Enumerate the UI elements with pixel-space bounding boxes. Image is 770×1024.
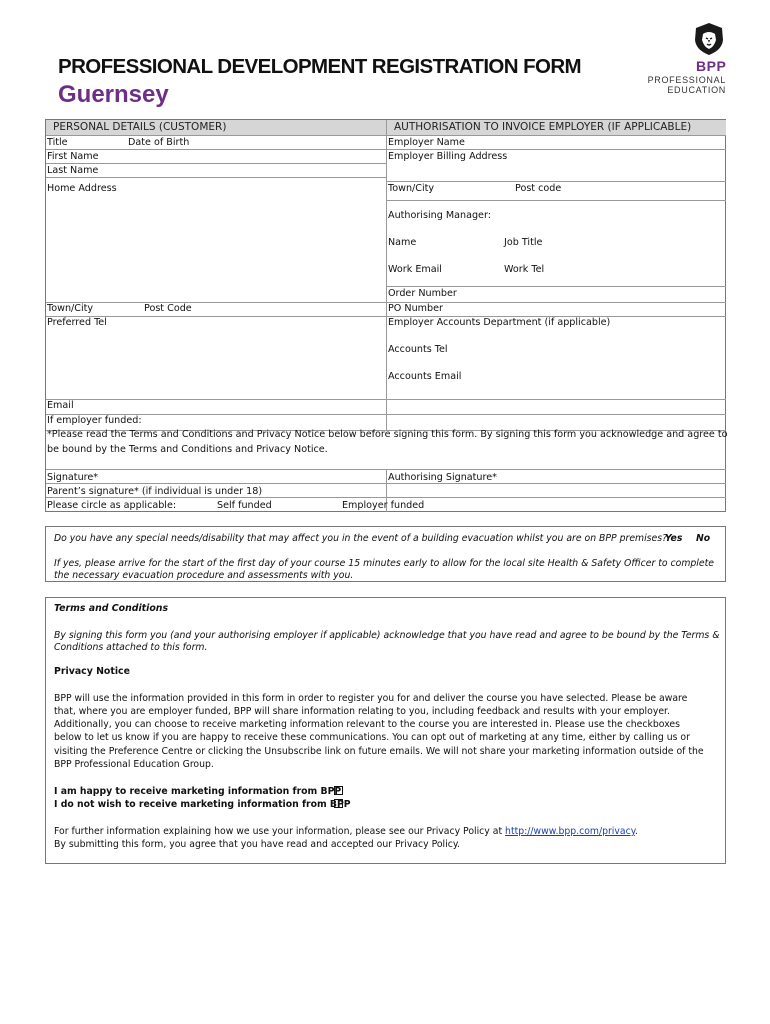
dob-label: Date of Birth	[128, 137, 190, 148]
row-line	[46, 302, 386, 303]
special-needs-line1: If yes, please arrive for the start of the first day of your course 15 minutes early to allow for the local site Health & Safety Officer to complete	[54, 558, 714, 569]
privacy-p4: below to let us know if you are happy to receive these communications. You can opt out of marketing at any time, either by calling us or	[54, 732, 690, 743]
personal-details-header: PERSONAL DETAILS (CUSTOMER)	[46, 120, 386, 135]
row-line	[46, 399, 726, 400]
town-label: Town/City	[47, 303, 94, 314]
last-name-label: Last Name	[47, 165, 99, 176]
preferred-tel-label: Preferred Tel	[47, 317, 107, 328]
terms-notice-line2: be bound by the Terms and Conditions and Privacy Notice.	[47, 444, 328, 455]
post-code-label: Post Code	[144, 303, 192, 314]
marketing-opt-in-checkbox[interactable]	[334, 786, 343, 795]
row-line	[46, 163, 386, 164]
marketing-opt-in-label: I am happy to receive marketing information from BPP	[54, 786, 342, 797]
self-funded-option[interactable]: Self funded	[217, 500, 272, 511]
circle-label: Please circle as applicable:	[47, 500, 177, 511]
privacy-p6: BPP Professional Education Group.	[54, 759, 214, 770]
employer-town-label: Town/City	[388, 183, 435, 194]
form-title: PROFESSIONAL DEVELOPMENT REGISTRATION FORM	[58, 55, 582, 78]
row-line	[46, 469, 726, 470]
row-line	[387, 149, 726, 150]
privacy-policy-link[interactable]: http://www.bpp.com/privacy	[505, 826, 635, 837]
marketing-opt-out-checkbox[interactable]	[334, 799, 343, 808]
privacy-p2: that, where you are employer funded, BPP will share information relating to you, including feedback and results with your employer.	[54, 706, 670, 717]
terms-line2: Conditions attached to this form.	[54, 642, 208, 653]
special-needs-box	[45, 526, 726, 582]
logo-text: BPP	[696, 58, 727, 74]
row-line	[46, 177, 386, 178]
authorising-manager-label: Authorising Manager:	[388, 210, 491, 221]
row-line	[387, 200, 726, 201]
further-info	[54, 826, 638, 838]
column-divider	[386, 120, 387, 431]
logo-sub-line1: PROFESSIONAL	[647, 75, 726, 85]
terms-line1: By signing this form you (and your authorising employer if applicable) acknowledge that you have read and agree to be bound by the Terms &	[54, 630, 720, 641]
order-number-label: Order Number	[388, 288, 457, 299]
marketing-opt-out-label: I do not wish to receive marketing information from BPP	[54, 799, 351, 810]
further-info-text: For further information explaining how we use your information, please see our Privacy Policy at	[54, 826, 506, 837]
employer-funded-option[interactable]: Employer funded	[342, 500, 425, 511]
employer-name-label: Employer Name	[388, 137, 465, 148]
job-title-label: Job Title	[504, 237, 543, 248]
special-needs-line2: the necessary evacuation procedure and assessments with you.	[54, 570, 354, 581]
authorising-signature-label: Authorising Signature*	[388, 472, 497, 483]
terms-notice-line1: *Please read the Terms and Conditions and Privacy Notice below before signing this form. By signing this form you acknowledge and agree to	[47, 429, 728, 440]
employer-post-code-label: Post code	[515, 183, 562, 194]
manager-name-label: Name	[388, 237, 417, 248]
further-info-end: .	[634, 826, 638, 837]
home-address-label: Home Address	[47, 183, 117, 194]
submit-agreement: By submitting this form, you agree that you have read and accepted our Privacy Policy.	[54, 839, 460, 850]
first-name-label: First Name	[47, 151, 99, 162]
privacy-heading: Privacy Notice	[54, 666, 130, 677]
yes-option[interactable]: Yes	[665, 533, 683, 544]
privacy-p1: BPP will use the information provided in this form in order to register you for and deliver the course you have selected. Please be aware	[54, 693, 688, 704]
row-line	[46, 149, 386, 150]
row-line	[46, 316, 726, 317]
accounts-email-label: Accounts Email	[388, 371, 462, 382]
logo-sub-line2: EDUCATION	[667, 85, 726, 95]
privacy-p5: visiting the Preference Centre or clicking the Unsubscribe link on future emails. We will not share your marketing information outside of the	[54, 746, 704, 757]
parent-signature-label: Parent’s signature* (if individual is under 18)	[47, 486, 263, 497]
row-line	[46, 483, 726, 484]
signature-label: Signature*	[47, 472, 99, 483]
special-needs-question: Do you have any special needs/disability that may affect you in the event of a building evacuation whilst you are on BPP premises?	[54, 533, 668, 544]
form-subtitle: Guernsey	[58, 81, 169, 108]
terms-box	[45, 597, 726, 864]
logo-subtext	[646, 75, 726, 95]
accounts-tel-label: Accounts Tel	[388, 344, 448, 355]
work-email-label: Work Email	[388, 264, 442, 275]
accounts-dept-label: Employer Accounts Department (if applicable)	[388, 317, 611, 328]
terms-heading: Terms and Conditions	[54, 603, 169, 614]
employer-auth-header: AUTHORISATION TO INVOICE EMPLOYER (IF APPLICABLE)	[387, 120, 726, 135]
employer-billing-label: Employer Billing Address	[388, 151, 508, 162]
row-line	[46, 414, 726, 415]
privacy-p3: Additionally, you can choose to receive marketing information relevant to the course you are interested in. Please use the checkboxes	[54, 719, 680, 730]
work-tel-label: Work Tel	[504, 264, 545, 275]
row-line	[387, 181, 726, 182]
row-line	[387, 286, 726, 287]
if-employer-funded-label: If employer funded:	[47, 415, 142, 426]
title-label: Title	[47, 137, 68, 148]
bpp-lion-logo-icon	[692, 22, 726, 56]
row-line	[46, 135, 726, 136]
details-table	[45, 119, 726, 512]
email-label: Email	[47, 400, 74, 411]
no-option[interactable]: No	[696, 533, 711, 544]
po-number-label: PO Number	[388, 303, 443, 314]
